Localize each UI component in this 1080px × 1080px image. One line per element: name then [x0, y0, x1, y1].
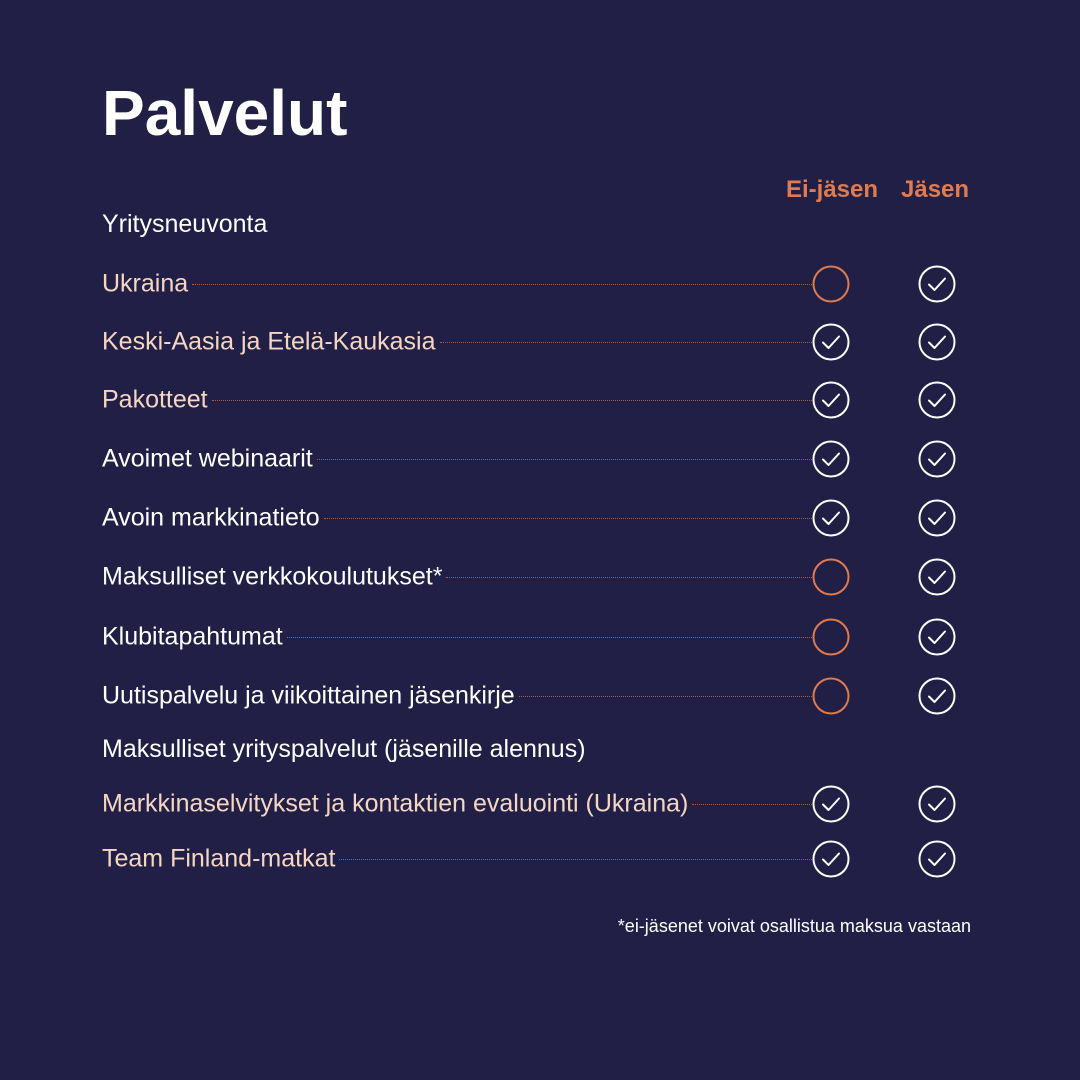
service-row	[102, 439, 968, 479]
service-label: Team Finland-matkat	[102, 844, 336, 873]
service-row	[102, 264, 968, 304]
dotted-leader	[192, 284, 812, 285]
section-heading-yritysneuvonta: Yritysneuvonta	[102, 210, 268, 238]
dotted-leader	[287, 637, 812, 638]
page-title: Palvelut	[102, 77, 348, 149]
status-member-check-icon	[918, 440, 956, 478]
footnote: *ei-jäsenet voivat osallistua maksua vastaan	[617, 916, 971, 936]
dotted-leader	[519, 696, 812, 697]
service-label: Ukraina	[102, 269, 189, 298]
status-member-check-icon	[918, 381, 956, 419]
dotted-leader	[440, 342, 812, 343]
service-label: Uutispalvelu ja viikoittainen jäsenkirje	[102, 681, 515, 710]
service-label: Keski-Aasia ja Etelä-Kaukasia	[102, 327, 436, 356]
service-label: Klubitapahtumat	[102, 622, 283, 651]
status-member-check-icon	[918, 677, 956, 715]
service-row	[102, 557, 968, 597]
status-non-member-check-icon	[812, 440, 850, 478]
status-member-check-icon	[918, 840, 956, 878]
status-member-check-icon	[918, 323, 956, 361]
status-non-member-empty-circle-icon	[812, 265, 850, 303]
status-non-member-check-icon	[812, 499, 850, 537]
status-non-member-empty-circle-icon	[812, 618, 850, 656]
status-member-check-icon	[918, 265, 956, 303]
dotted-leader	[339, 859, 812, 860]
status-member-check-icon	[918, 618, 956, 656]
service-label: Maksulliset verkkokoulutukset*	[102, 562, 443, 591]
status-non-member-empty-circle-icon	[812, 677, 850, 715]
service-label: Avoimet webinaarit	[102, 444, 313, 473]
status-member-check-icon	[918, 785, 956, 823]
service-label: Pakotteet	[102, 385, 208, 414]
service-row	[102, 322, 968, 362]
service-row	[102, 784, 968, 824]
status-non-member-empty-circle-icon	[812, 558, 850, 596]
dotted-leader	[317, 459, 812, 460]
status-non-member-check-icon	[812, 323, 850, 361]
status-non-member-check-icon	[812, 840, 850, 878]
dotted-leader	[212, 400, 812, 401]
section-heading-maksulliset: Maksulliset yrityspalvelut (jäsenille alennus)	[102, 735, 586, 763]
column-header-non-member: Ei-jäsen	[786, 176, 879, 203]
dotted-leader	[324, 518, 812, 519]
service-label: Avoin markkinatieto	[102, 503, 320, 532]
dotted-leader	[692, 804, 812, 805]
service-row	[102, 676, 968, 716]
column-header-member: Jäsen	[901, 176, 970, 203]
service-label: Markkinaselvitykset ja kontaktien evaluointi (Ukraina)	[102, 789, 689, 818]
service-row	[102, 617, 968, 657]
service-row	[102, 498, 968, 538]
status-non-member-check-icon	[812, 381, 850, 419]
status-member-check-icon	[918, 499, 956, 537]
service-row	[102, 380, 968, 420]
dotted-leader	[446, 577, 812, 578]
status-member-check-icon	[918, 558, 956, 596]
status-non-member-check-icon	[812, 785, 850, 823]
service-row	[102, 839, 968, 879]
